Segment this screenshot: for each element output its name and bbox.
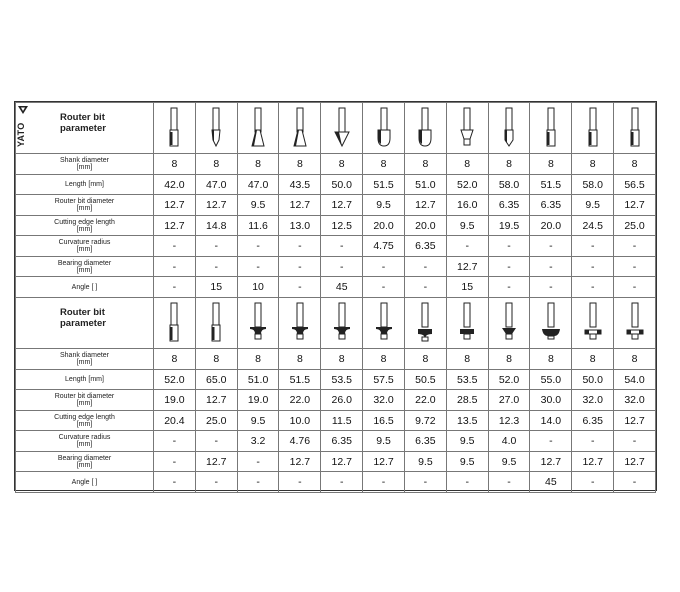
chamfer-bearing-bit-icon: [498, 301, 520, 345]
value-cell: 55.0: [530, 370, 572, 390]
value-cell: -: [279, 257, 321, 277]
value-cell: -: [154, 257, 196, 277]
value-cell: 19.0: [237, 390, 279, 411]
value-cell: -: [614, 257, 656, 277]
value-cell: 10: [237, 277, 279, 298]
row-label-line: Bearing diameter: [57, 259, 112, 267]
bit-illustration-cell: [321, 103, 363, 154]
value-cell: 53.5: [446, 370, 488, 390]
row-label-line: [mm]: [76, 420, 93, 428]
value-cell: -: [446, 472, 488, 493]
row-label: [16, 452, 154, 472]
header-label-cell: [16, 103, 154, 154]
value-cell: 51.5: [279, 370, 321, 390]
v-point-bit-icon: [331, 106, 353, 150]
value-cell: -: [572, 472, 614, 493]
table-row: [16, 195, 656, 216]
value-cell: -: [154, 236, 196, 257]
value-cell: 4.0: [488, 431, 530, 452]
bit-illustration-cell: [279, 298, 321, 349]
value-cell: 47.0: [237, 175, 279, 195]
value-cell: 12.7: [572, 452, 614, 472]
value-cell: -: [530, 257, 572, 277]
value-cell: -: [321, 257, 363, 277]
value-cell: 8: [404, 349, 446, 370]
brand-name: YATO: [16, 122, 26, 147]
value-cell: 22.0: [404, 390, 446, 411]
chamfer-bit-icon: [456, 106, 478, 150]
value-cell: -: [237, 472, 279, 493]
value-cell: 32.0: [363, 390, 405, 411]
panel-bit-icon: [498, 106, 520, 150]
value-cell: 8: [237, 154, 279, 175]
value-cell: 12.7: [279, 195, 321, 216]
value-cell: 8: [530, 349, 572, 370]
table-row: [16, 216, 656, 236]
value-cell: 58.0: [572, 175, 614, 195]
value-cell: 20.0: [404, 216, 446, 236]
bit-illustration-cell: [446, 103, 488, 154]
value-cell: -: [154, 277, 196, 298]
value-cell: 32.0: [572, 390, 614, 411]
value-cell: 47.0: [195, 175, 237, 195]
row-label: [16, 390, 154, 411]
value-cell: 8: [279, 154, 321, 175]
ogee-bit-icon: [540, 301, 562, 345]
row-label: [16, 431, 154, 452]
value-cell: 12.7: [279, 452, 321, 472]
bit-illustration-cell: [530, 103, 572, 154]
value-cell: 9.5: [488, 452, 530, 472]
value-cell: -: [614, 431, 656, 452]
straight-bit-icon: [540, 106, 562, 150]
value-cell: -: [321, 472, 363, 493]
row-label-line: [mm]: [76, 225, 93, 233]
table-row: [16, 431, 656, 452]
value-cell: -: [279, 236, 321, 257]
row-label-line: Cutting edge length: [54, 218, 115, 226]
value-cell: 12.7: [614, 452, 656, 472]
row-label: [16, 175, 154, 195]
bit-illustration-cell: [572, 103, 614, 154]
slot-cutter-bit-icon: [582, 301, 604, 345]
spec-table: [15, 102, 656, 493]
value-cell: 12.7: [154, 216, 196, 236]
value-cell: -: [321, 236, 363, 257]
value-cell: -: [195, 236, 237, 257]
value-cell: -: [279, 472, 321, 493]
value-cell: 27.0: [488, 390, 530, 411]
row-label-line: Shank diameter: [59, 157, 110, 164]
value-cell: 9.5: [446, 216, 488, 236]
value-cell: 9.5: [363, 195, 405, 216]
row-label: [16, 411, 154, 431]
value-cell: 19.5: [488, 216, 530, 236]
table-row: [16, 390, 656, 411]
section-heading: [60, 307, 106, 329]
value-cell: -: [195, 257, 237, 277]
row-label-line: Cutting edge length: [54, 413, 115, 421]
bit-illustration-cell: [488, 103, 530, 154]
value-cell: 58.0: [488, 175, 530, 195]
value-cell: 9.5: [237, 411, 279, 431]
value-cell: -: [530, 236, 572, 257]
value-cell: -: [488, 236, 530, 257]
value-cell: -: [572, 431, 614, 452]
section-heading-line: parameter: [60, 123, 106, 134]
value-cell: 24.5: [572, 216, 614, 236]
value-cell: 8: [572, 154, 614, 175]
row-label-line: Router bit diameter: [54, 198, 115, 205]
row-label: [16, 349, 154, 370]
straight-bit-icon: [163, 106, 185, 150]
dovetail-bit-icon: [289, 106, 311, 150]
value-cell: 4.76: [279, 431, 321, 452]
value-cell: 8: [363, 154, 405, 175]
row-label-line: [mm]: [76, 400, 93, 407]
table-row: [16, 175, 656, 195]
value-cell: -: [363, 257, 405, 277]
row-label-line: [mm]: [76, 461, 93, 469]
roundover-bit-icon: [373, 301, 395, 345]
table-row: [16, 154, 656, 175]
straight-bit-icon: [624, 106, 646, 150]
value-cell: 6.35: [488, 195, 530, 216]
rabbet-bit-icon: [456, 301, 478, 345]
value-cell: 13.5: [446, 411, 488, 431]
value-cell: 8: [195, 349, 237, 370]
value-cell: 8: [614, 349, 656, 370]
value-cell: 28.5: [446, 390, 488, 411]
value-cell: 11.6: [237, 216, 279, 236]
bit-illustration-cell: [279, 103, 321, 154]
value-cell: -: [530, 277, 572, 298]
yato-logo-icon: [18, 106, 28, 114]
cove-bit-icon: [414, 301, 436, 345]
row-label: [16, 154, 154, 175]
roundover-bit-icon: [289, 301, 311, 345]
value-cell: 32.0: [614, 390, 656, 411]
value-cell: 25.0: [195, 411, 237, 431]
value-cell: -: [363, 472, 405, 493]
value-cell: 12.7: [404, 195, 446, 216]
slot-cutter-bit-icon: [624, 301, 646, 345]
v-groove-bit-icon: [205, 106, 227, 150]
value-cell: 26.0: [321, 390, 363, 411]
straight-bit-icon: [163, 301, 185, 345]
row-label: [16, 216, 154, 236]
row-label: [16, 257, 154, 277]
table-row: [16, 411, 656, 431]
bit-illustration-cell: [237, 103, 279, 154]
value-cell: 20.4: [154, 411, 196, 431]
value-cell: -: [237, 236, 279, 257]
value-cell: 12.7: [195, 390, 237, 411]
value-cell: 12.7: [154, 195, 196, 216]
value-cell: -: [404, 277, 446, 298]
value-cell: 50.0: [321, 175, 363, 195]
bit-illustration-cell: [363, 103, 405, 154]
value-cell: 12.5: [321, 216, 363, 236]
roundover-bit-icon: [247, 301, 269, 345]
value-cell: 30.0: [530, 390, 572, 411]
value-cell: 12.7: [446, 257, 488, 277]
value-cell: 8: [488, 154, 530, 175]
value-cell: 8: [237, 349, 279, 370]
value-cell: -: [154, 431, 196, 452]
bit-illustration-cell: [321, 298, 363, 349]
value-cell: -: [572, 236, 614, 257]
value-cell: 8: [614, 154, 656, 175]
bit-illustration-cell: [154, 103, 196, 154]
value-cell: 6.35: [530, 195, 572, 216]
table-row: [16, 257, 656, 277]
row-label-line: Angle [ ]: [71, 478, 98, 486]
dovetail-bit-icon: [247, 106, 269, 150]
core-box-bit-icon: [414, 106, 436, 150]
value-cell: -: [237, 452, 279, 472]
section-heading-line: Router bit: [60, 307, 105, 318]
value-cell: -: [237, 257, 279, 277]
value-cell: 8: [321, 154, 363, 175]
value-cell: -: [404, 257, 446, 277]
bit-illustration-cell: [154, 298, 196, 349]
value-cell: 8: [404, 154, 446, 175]
row-label: [16, 472, 154, 493]
bit-header-row: [16, 103, 656, 154]
value-cell: 54.0: [614, 370, 656, 390]
value-cell: 6.35: [404, 236, 446, 257]
value-cell: 9.5: [404, 452, 446, 472]
section-heading-line: parameter: [60, 318, 106, 329]
value-cell: 15: [195, 277, 237, 298]
value-cell: 9.5: [446, 431, 488, 452]
value-cell: 9.5: [446, 452, 488, 472]
row-label-line: Shank diameter: [59, 352, 110, 359]
value-cell: 12.7: [195, 195, 237, 216]
value-cell: 65.0: [195, 370, 237, 390]
value-cell: 8: [154, 349, 196, 370]
value-cell: 3.2: [237, 431, 279, 452]
value-cell: 4.75: [363, 236, 405, 257]
value-cell: 8: [572, 349, 614, 370]
bit-illustration-cell: [446, 298, 488, 349]
value-cell: -: [614, 472, 656, 493]
value-cell: 10.0: [279, 411, 321, 431]
value-cell: 8: [446, 349, 488, 370]
table-row: [16, 472, 656, 493]
roundover-bit-icon: [331, 301, 353, 345]
value-cell: 8: [195, 154, 237, 175]
value-cell: -: [195, 472, 237, 493]
value-cell: 51.5: [363, 175, 405, 195]
value-cell: -: [614, 277, 656, 298]
value-cell: 8: [279, 349, 321, 370]
value-cell: 14.0: [530, 411, 572, 431]
row-label-line: Length [mm]: [65, 376, 104, 383]
bit-illustration-cell: [363, 298, 405, 349]
row-label: [16, 277, 154, 298]
value-cell: 20.0: [363, 216, 405, 236]
row-label-line: Router bit diameter: [54, 393, 115, 400]
value-cell: -: [154, 472, 196, 493]
value-cell: -: [195, 431, 237, 452]
value-cell: -: [614, 236, 656, 257]
value-cell: 50.0: [572, 370, 614, 390]
straight-bit-icon: [582, 106, 604, 150]
value-cell: 12.7: [614, 195, 656, 216]
straight-bit-icon: [205, 301, 227, 345]
value-cell: 8: [446, 154, 488, 175]
value-cell: 45: [530, 472, 572, 493]
row-label-line: [mm]: [76, 246, 93, 253]
table-row: [16, 349, 656, 370]
value-cell: 20.0: [530, 216, 572, 236]
value-cell: 53.5: [321, 370, 363, 390]
value-cell: 9.72: [404, 411, 446, 431]
value-cell: 51.0: [237, 370, 279, 390]
value-cell: 15: [446, 277, 488, 298]
row-label-line: Curvature radius: [58, 434, 111, 441]
value-cell: 9.5: [237, 195, 279, 216]
value-cell: -: [572, 257, 614, 277]
value-cell: 52.0: [154, 370, 196, 390]
bit-header-row: [16, 298, 656, 349]
value-cell: 16.5: [363, 411, 405, 431]
value-cell: -: [488, 257, 530, 277]
bit-illustration-cell: [572, 298, 614, 349]
value-cell: 12.7: [195, 452, 237, 472]
bit-illustration-cell: [530, 298, 572, 349]
table-row: [16, 236, 656, 257]
value-cell: 25.0: [614, 216, 656, 236]
value-cell: 8: [530, 154, 572, 175]
value-cell: -: [154, 452, 196, 472]
value-cell: -: [530, 431, 572, 452]
row-label-line: [mm]: [76, 441, 93, 448]
value-cell: 14.8: [195, 216, 237, 236]
row-label: [16, 236, 154, 257]
value-cell: 43.5: [279, 175, 321, 195]
row-label-line: Curvature radius: [58, 239, 111, 246]
value-cell: 8: [488, 349, 530, 370]
row-label: [16, 370, 154, 390]
row-label-line: Length [mm]: [65, 181, 104, 188]
value-cell: -: [279, 277, 321, 298]
value-cell: -: [488, 472, 530, 493]
value-cell: -: [446, 236, 488, 257]
row-label-line: [mm]: [76, 359, 93, 366]
section-heading: [60, 112, 106, 134]
value-cell: 9.5: [363, 431, 405, 452]
bit-illustration-cell: [237, 298, 279, 349]
value-cell: 19.0: [154, 390, 196, 411]
value-cell: 8: [321, 349, 363, 370]
value-cell: 51.0: [404, 175, 446, 195]
row-label-line: [mm]: [76, 266, 93, 274]
core-box-bit-icon: [373, 106, 395, 150]
bit-illustration-cell: [404, 103, 446, 154]
value-cell: -: [404, 472, 446, 493]
value-cell: 45: [321, 277, 363, 298]
bit-illustration-cell: [195, 103, 237, 154]
bit-illustration-cell: [488, 298, 530, 349]
value-cell: 16.0: [446, 195, 488, 216]
value-cell: -: [363, 277, 405, 298]
value-cell: 8: [154, 154, 196, 175]
section-heading-line: Router bit: [60, 112, 105, 123]
value-cell: 50.5: [404, 370, 446, 390]
bit-illustration-cell: [614, 298, 656, 349]
value-cell: 12.7: [530, 452, 572, 472]
header-label-cell: [16, 298, 154, 349]
row-label: [16, 195, 154, 216]
value-cell: 22.0: [279, 390, 321, 411]
value-cell: 6.35: [404, 431, 446, 452]
bit-illustration-cell: [195, 298, 237, 349]
value-cell: 8: [363, 349, 405, 370]
table-row: [16, 277, 656, 298]
row-label-line: [mm]: [76, 164, 93, 171]
brand-logo: [16, 103, 30, 153]
bit-illustration-cell: [614, 103, 656, 154]
value-cell: 6.35: [321, 431, 363, 452]
value-cell: 56.5: [614, 175, 656, 195]
router-bit-spec-sheet: [14, 101, 657, 491]
bit-illustration-cell: [404, 298, 446, 349]
value-cell: 13.0: [279, 216, 321, 236]
value-cell: -: [572, 277, 614, 298]
value-cell: 12.7: [321, 195, 363, 216]
row-label-line: Bearing diameter: [57, 454, 112, 462]
value-cell: 12.7: [321, 452, 363, 472]
value-cell: 51.5: [530, 175, 572, 195]
value-cell: 52.0: [446, 175, 488, 195]
table-row: [16, 452, 656, 472]
value-cell: 6.35: [572, 411, 614, 431]
table-row: [16, 370, 656, 390]
row-label-line: [mm]: [76, 205, 93, 212]
row-label-line: Angle [ ]: [71, 283, 98, 291]
value-cell: 9.5: [572, 195, 614, 216]
value-cell: -: [488, 277, 530, 298]
value-cell: 57.5: [363, 370, 405, 390]
value-cell: 52.0: [488, 370, 530, 390]
value-cell: 12.3: [488, 411, 530, 431]
value-cell: 12.7: [363, 452, 405, 472]
value-cell: 11.5: [321, 411, 363, 431]
value-cell: 12.7: [614, 411, 656, 431]
value-cell: 42.0: [154, 175, 196, 195]
